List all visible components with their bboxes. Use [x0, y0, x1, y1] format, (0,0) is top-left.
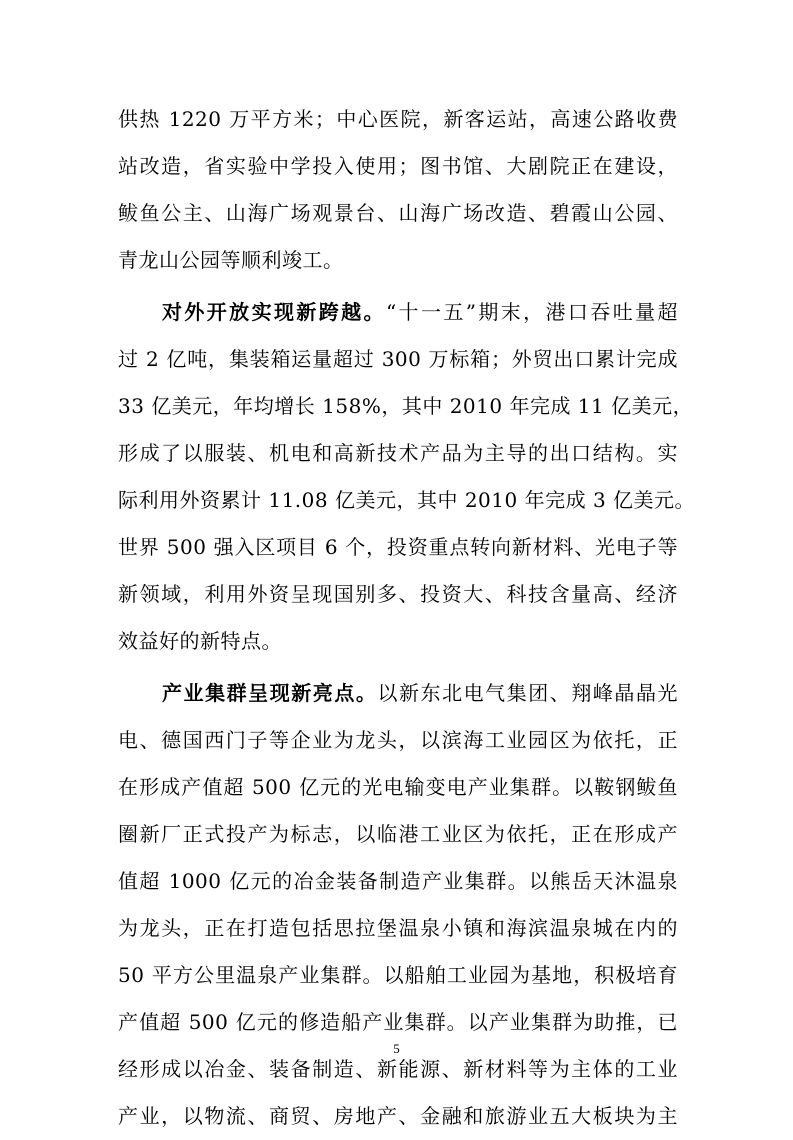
text-line: 际利用外资累计 11.08 亿美元，其中 2010 年完成 3 亿美元。	[118, 488, 696, 512]
text-line: 新领域，利用外资呈现国别多、投资大、科技含量高、经济	[118, 582, 678, 606]
text-line: 青龙山公园等顺利竣工。	[118, 248, 344, 272]
text-line: 经形成以冶金、装备制造、新能源、新材料等为主体的工业	[118, 1057, 678, 1081]
paragraph-opening-up	[118, 289, 696, 665]
text-line: 世界 500 强入区项目 6 个，投资重点转向新材料、光电子等	[118, 535, 678, 559]
text-line: 值超 1000 亿元的冶金装备制造产业集群。以熊岳天沐温泉	[118, 869, 678, 893]
text-run: “十一五”期末，港口吞吐量超	[385, 300, 678, 324]
text-line: 圈新厂正式投产为标志，以临港工业区为依托，正在形成产	[118, 822, 678, 846]
text-line: 效益好的新特点。	[118, 629, 282, 653]
text-line: 过 2 亿吨，集装箱运量超过 300 万标箱；外贸出口累计完成	[118, 347, 678, 371]
text-line: 供热 1220 万平方米；中心医院，新客运站，高速公路收费	[118, 107, 678, 131]
text-line: 50 平方公里温泉产业集群。以船舶工业园为基地，积极培育	[118, 963, 678, 987]
paragraph-heading: 产业集群呈现新亮点。	[162, 681, 378, 705]
text-line: 形成了以服装、机电和高新技术产品为主导的出口结构。实	[118, 441, 678, 465]
paragraph-heading: 对外开放实现新跨越。	[162, 300, 386, 324]
text-line-first	[118, 670, 678, 717]
text-line: 鲅鱼公主、山海广场观景台、山海广场改造、碧霞山公园、	[118, 201, 678, 225]
paragraph-industrial-clusters	[118, 670, 678, 1140]
text-run: 以新东北电气集团、翔峰晶晶光	[377, 681, 679, 705]
paragraph-urban-construction	[118, 96, 678, 284]
text-line: 站改造，省实验中学投入使用；图书馆、大剧院正在建设，	[118, 154, 678, 178]
text-line: 33 亿美元，年均增长 158%，其中 2010 年完成 11 亿美元，	[118, 394, 694, 418]
page-number: 5	[393, 1041, 400, 1056]
text-line: 产业，以物流、商贸、房地产、金融和旅游业五大板块为主	[118, 1104, 678, 1128]
text-line: 电、德国西门子等企业为龙头，以滨海工业园区为依托，正	[118, 728, 678, 752]
text-line: 产值超 500 亿元的修造船产业集群。以产业集群为助推，已	[118, 1010, 678, 1034]
text-line: 在形成产值超 500 亿元的光电输变电产业集群。以鞍钢鲅鱼	[118, 775, 678, 799]
text-line-first	[118, 289, 678, 336]
text-line: 为龙头，正在打造包括思拉堡温泉小镇和海滨温泉城在内的	[118, 916, 678, 940]
document-body	[118, 96, 696, 1140]
